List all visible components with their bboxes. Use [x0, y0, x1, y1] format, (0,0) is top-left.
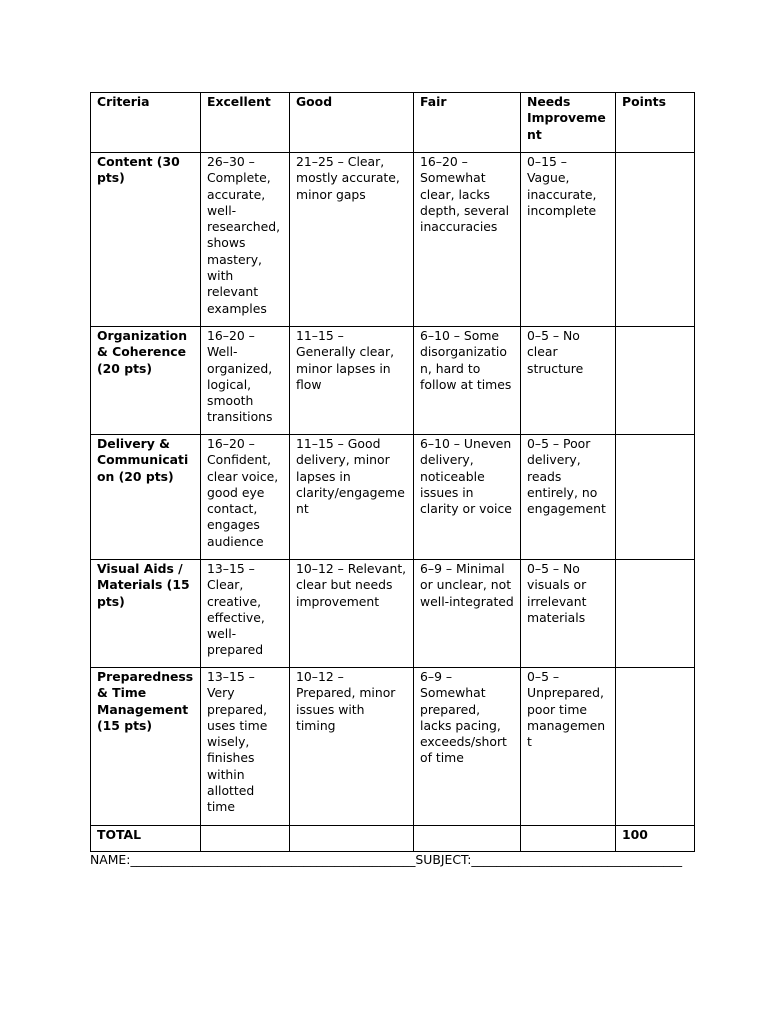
header-fair: Fair	[414, 93, 521, 153]
table-row	[91, 435, 695, 560]
table-row	[91, 560, 695, 668]
header-good: Good	[290, 93, 414, 153]
header-points: Points	[616, 93, 695, 153]
criteria-cell: Organization & Coherence (20 pts)	[91, 327, 201, 435]
good-cell: 11–15 – Generally clear, minor lapses in flow	[290, 327, 414, 435]
criteria-cell: Preparedness & Time Management (15 pts)	[91, 668, 201, 826]
total-empty-cell	[201, 826, 290, 852]
needs-improvement-cell: 0–5 – Poor delivery, reads entirely, no engagement	[521, 435, 616, 560]
points-cell[interactable]	[616, 435, 695, 560]
good-cell: 10–12 – Prepared, minor issues with timing	[290, 668, 414, 826]
excellent-cell: 13–15 – Very prepared, uses time wisely, finishes within allotted time	[201, 668, 290, 826]
total-empty-cell	[290, 826, 414, 852]
header-row	[91, 93, 695, 153]
fair-cell: 6–9 – Somewhat prepared, lacks pacing, exceeds/short of time	[414, 668, 521, 826]
fair-cell: 6–9 – Minimal or unclear, not well-integrated	[414, 560, 521, 668]
header-needs-improvement: Needs Improvement	[521, 93, 616, 153]
criteria-cell: Content (30 pts)	[91, 153, 201, 327]
good-cell: 21–25 – Clear, mostly accurate, minor gaps	[290, 153, 414, 327]
excellent-cell: 16–20 – Confident, clear voice, good eye contact, engages audience	[201, 435, 290, 560]
criteria-cell: Visual Aids / Materials (15 pts)	[91, 560, 201, 668]
total-label: TOTAL	[91, 826, 201, 852]
total-empty-cell	[521, 826, 616, 852]
header-criteria: Criteria	[91, 93, 201, 153]
rubric-table	[90, 92, 695, 852]
good-cell: 11–15 – Good delivery, minor lapses in clarity/engagement	[290, 435, 414, 560]
fair-cell: 6–10 – Some disorganization, hard to follow at times	[414, 327, 521, 435]
criteria-cell: Delivery & Communication (20 pts)	[91, 435, 201, 560]
total-row	[91, 826, 695, 852]
table-row	[91, 153, 695, 327]
name-subject-line[interactable]: NAME:______________________________________________SUBJECT:__________________________________	[90, 852, 683, 867]
table-row	[91, 668, 695, 826]
total-empty-cell	[414, 826, 521, 852]
fair-cell: 6–10 – Uneven delivery, noticeable issues in clarity or voice	[414, 435, 521, 560]
needs-improvement-cell: 0–5 – No clear structure	[521, 327, 616, 435]
points-cell[interactable]	[616, 560, 695, 668]
header-excellent: Excellent	[201, 93, 290, 153]
total-points: 100	[616, 826, 695, 852]
points-cell[interactable]	[616, 668, 695, 826]
points-cell[interactable]	[616, 153, 695, 327]
points-cell[interactable]	[616, 327, 695, 435]
excellent-cell: 13–15 – Clear, creative, effective, well-prepared	[201, 560, 290, 668]
needs-improvement-cell: 0–15 – Vague, inaccurate, incomplete	[521, 153, 616, 327]
fair-cell: 16–20 – Somewhat clear, lacks depth, several inaccuracies	[414, 153, 521, 327]
excellent-cell: 26–30 – Complete, accurate, well-researched, shows mastery, with relevant examples	[201, 153, 290, 327]
needs-improvement-cell: 0–5 – Unprepared, poor time management	[521, 668, 616, 826]
table-row	[91, 327, 695, 435]
needs-improvement-cell: 0–5 – No visuals or irrelevant materials	[521, 560, 616, 668]
excellent-cell: 16–20 – Well-organized, logical, smooth transitions	[201, 327, 290, 435]
good-cell: 10–12 – Relevant, clear but needs improvement	[290, 560, 414, 668]
